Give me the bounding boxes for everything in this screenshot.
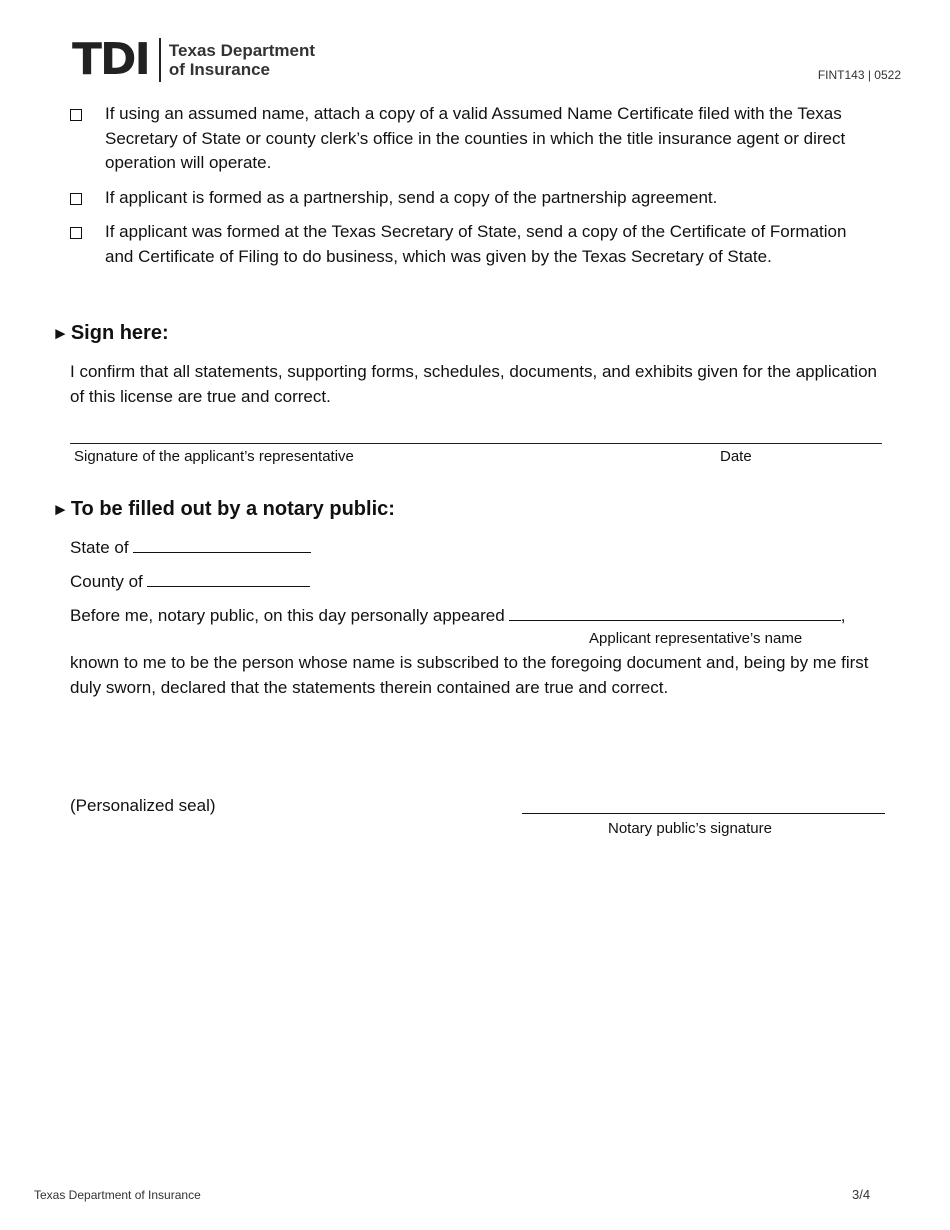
org-line-2: of Insurance xyxy=(168,60,271,79)
sign-heading-text: Sign here: xyxy=(70,322,169,344)
tdi-logo xyxy=(72,34,316,85)
date-label: Date xyxy=(720,448,752,465)
arrow-right-icon: ► xyxy=(52,499,69,519)
appeared-field: Before me, notary public, on this day personally appeared , xyxy=(70,603,845,628)
logo-mark: TDI xyxy=(72,34,149,85)
notary-signature-label: Notary public’s signature xyxy=(608,820,772,837)
county-input[interactable] xyxy=(147,569,310,587)
checkbox[interactable] xyxy=(70,193,82,205)
form-code: FINT143 | 0522 xyxy=(817,68,901,82)
checklist-text: If using an assumed name, attach a copy of a valid Assumed Name Certificate filed with the Texas Secretary of State or county clerk’s office in the counties in which the title insurance agent or direct operation will operate. xyxy=(105,104,846,172)
county-field xyxy=(70,569,310,594)
checklist-item xyxy=(70,220,870,269)
checklist-item xyxy=(70,186,870,211)
page-number: 3/4 xyxy=(852,1187,871,1202)
signature-line[interactable] xyxy=(70,443,882,444)
seal-label: (Personalized seal) xyxy=(70,796,216,815)
checklist-item xyxy=(70,102,870,176)
appeared-text: Before me, notary public, on this day personally appeared xyxy=(70,606,505,625)
checklist-text: If applicant was formed at the Texas Secretary of State, send a copy of the Certificate of Formation and Certificate of Filing to do business, which was given by the Texas Secretary of State. xyxy=(105,222,847,266)
signature-label: Signature of the applicant’s representative xyxy=(74,448,354,465)
footer-org: Texas Department of Insurance xyxy=(34,1188,201,1202)
checkbox[interactable] xyxy=(70,227,82,239)
county-label: County of xyxy=(70,572,143,591)
notary-signature-line[interactable] xyxy=(522,813,885,814)
logo-divider xyxy=(159,38,161,82)
state-field xyxy=(70,535,311,560)
logo-text xyxy=(169,41,315,79)
notary-heading xyxy=(52,498,395,521)
document-checklist xyxy=(70,102,870,279)
arrow-right-icon: ► xyxy=(52,323,69,343)
sign-heading xyxy=(52,322,169,345)
state-label: State of xyxy=(70,538,129,557)
checkbox[interactable] xyxy=(70,109,82,121)
state-input[interactable] xyxy=(133,535,311,553)
sign-statement: I confirm that all statements, supporting forms, schedules, documents, and exhibits given for the application of this license are true and correct. xyxy=(70,362,877,406)
checklist-text: If applicant is formed as a partnership, send a copy of the partnership agreement. xyxy=(105,187,718,207)
notary-heading-text: To be filled out by a notary public: xyxy=(70,498,395,520)
rep-name-input[interactable] xyxy=(509,603,841,621)
org-line-1: Texas Department xyxy=(168,41,316,60)
sworn-statement: known to me to be the person whose name is subscribed to the foregoing document and, being by me first duly sworn, declared that the statements therein contained are true and correct. xyxy=(70,653,869,697)
rep-name-label: Applicant representative’s name xyxy=(589,630,803,647)
